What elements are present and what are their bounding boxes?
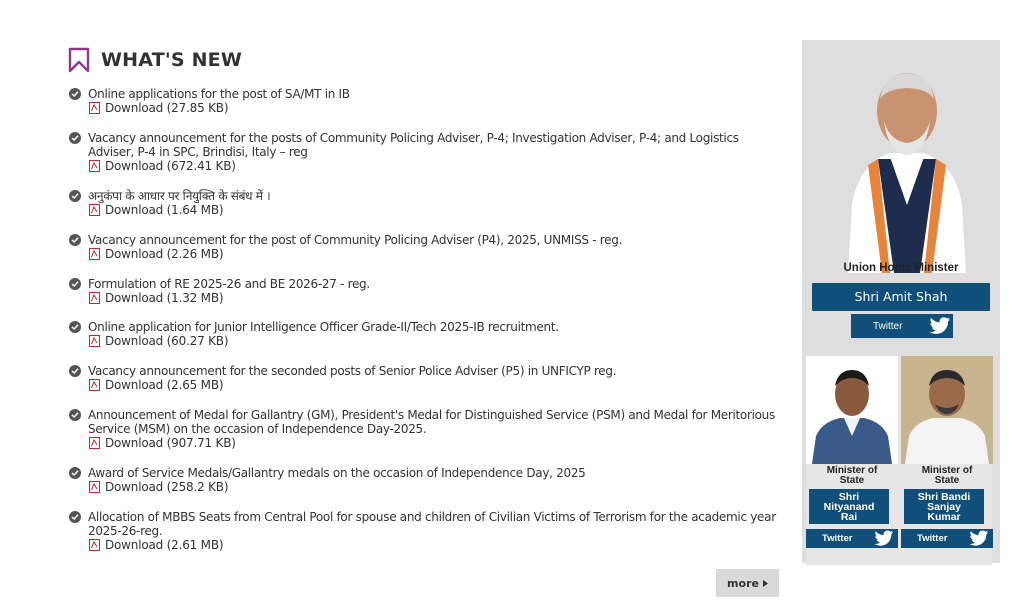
download-label: Download (1.64 MB) <box>105 203 224 217</box>
check-circle-icon <box>69 278 81 290</box>
minister-name[interactable]: Shri Bandi Sanjay Kumar <box>904 489 984 524</box>
news-item <box>68 510 780 552</box>
download-link[interactable] <box>89 101 780 115</box>
home-minister-role: Union Home Minister <box>843 262 959 274</box>
news-item <box>68 408 780 450</box>
download-label: Download (60.27 KB) <box>105 334 229 348</box>
download-label: Download (672.41 KB) <box>105 159 236 173</box>
news-link[interactable]: Vacancy announcement for the seconded posts of Senior Police Adviser (P5) in UNFICYP reg. <box>88 364 617 378</box>
news-item <box>68 466 780 494</box>
pdf-icon <box>89 248 100 260</box>
download-link[interactable] <box>89 159 780 173</box>
twitter-label: Twitter <box>873 320 903 332</box>
pdf-icon <box>89 292 100 304</box>
news-item <box>68 277 780 305</box>
news-link[interactable]: अनुकंपा के आधार पर नियुक्ति के संबंध में । <box>88 189 271 203</box>
twitter-label: Twitter <box>822 533 853 544</box>
whats-new-section <box>68 46 780 552</box>
check-circle-icon <box>69 132 81 144</box>
check-circle-icon <box>69 365 81 377</box>
minister-role: Minister of State <box>921 465 973 486</box>
twitter-bird-icon <box>874 530 894 547</box>
download-link[interactable] <box>89 480 780 494</box>
check-circle-icon <box>69 190 81 202</box>
twitter-bird-icon <box>969 530 989 547</box>
minister-photo <box>901 356 993 464</box>
download-link[interactable] <box>89 538 780 552</box>
news-link[interactable]: Allocation of MBBS Seats from Central Pool for spouse and children of Civilian Victims of Terrorism for the academic year 2025-26-reg. <box>88 510 776 538</box>
minister-twitter-button[interactable] <box>806 529 898 548</box>
minister-twitter-button[interactable] <box>901 529 993 548</box>
download-link[interactable] <box>89 378 780 392</box>
section-title: WHAT'S NEW <box>101 49 243 71</box>
minister-photo <box>806 356 898 464</box>
twitter-label: Twitter <box>917 533 948 544</box>
bookmark-icon <box>68 47 90 73</box>
download-link[interactable] <box>89 247 780 261</box>
check-circle-icon <box>69 88 81 100</box>
minister-name[interactable]: Shri Nityanand Rai <box>809 489 889 524</box>
download-label: Download (2.26 MB) <box>105 247 224 261</box>
news-item <box>68 131 780 173</box>
pdf-icon <box>89 160 100 172</box>
section-heading <box>68 46 780 74</box>
more-button[interactable] <box>716 569 779 597</box>
download-link[interactable] <box>89 334 780 348</box>
pdf-icon <box>89 379 100 391</box>
twitter-bird-icon <box>929 316 951 336</box>
news-item <box>68 233 780 261</box>
news-link[interactable]: Online application for Junior Intelligence Officer Grade-II/Tech 2025-IB recruitment. <box>88 320 559 334</box>
pdf-icon <box>89 335 100 347</box>
download-label: Download (1.32 MB) <box>105 291 224 305</box>
download-link[interactable] <box>89 291 780 305</box>
check-circle-icon <box>69 409 81 421</box>
check-circle-icon <box>69 511 81 523</box>
pdf-icon <box>89 539 100 551</box>
news-link[interactable]: Vacancy announcement for the posts of Community Policing Adviser, P-4; Investigation Adviser, P-4; and Logistics Adviser, P-4 in SPC, Brindisi, Italy – reg <box>88 131 739 159</box>
download-label: Download (27.85 KB) <box>105 101 229 115</box>
check-circle-icon <box>69 467 81 479</box>
ministers-sidebar <box>802 40 1000 563</box>
download-label: Download (2.65 MB) <box>105 378 224 392</box>
download-link[interactable] <box>89 203 780 217</box>
check-circle-icon <box>69 321 81 333</box>
home-minister-name[interactable]: Shri Amit Shah <box>812 283 990 311</box>
pdf-icon <box>89 102 100 114</box>
news-link[interactable]: Vacancy announcement for the post of Community Policing Adviser (P4), 2025, UNMISS - reg. <box>88 233 623 247</box>
pdf-icon <box>89 437 100 449</box>
minister-role: Minister of State <box>826 465 878 486</box>
news-link[interactable]: Announcement of Medal for Gallantry (GM), President's Medal for Distinguished Service (PSM) and Medal for Meritorious Service (MSM) on the occasion of Independence Day-2025. <box>88 408 775 436</box>
news-link[interactable]: Award of Service Medals/Gallantry medals on the occasion of Independence Day, 2025 <box>88 466 586 480</box>
download-label: Download (258.2 KB) <box>105 480 229 494</box>
news-item <box>68 364 780 392</box>
home-minister-twitter-button[interactable] <box>851 314 953 338</box>
caret-right-icon <box>763 580 768 587</box>
news-link[interactable]: Formulation of RE 2025-26 and BE 2026-27 - reg. <box>88 277 370 291</box>
ministers-of-state <box>806 356 992 565</box>
check-circle-icon <box>69 234 81 246</box>
download-label: Download (2.61 MB) <box>105 538 224 552</box>
download-label: Download (907.71 KB) <box>105 436 236 450</box>
news-item <box>68 87 780 115</box>
pdf-icon <box>89 481 100 493</box>
news-item <box>68 189 780 217</box>
news-link[interactable]: Online applications for the post of SA/MT in IB <box>88 87 350 101</box>
pdf-icon <box>89 204 100 216</box>
news-item <box>68 320 780 348</box>
more-label: more <box>727 576 759 590</box>
home-minister-photo <box>838 55 976 273</box>
download-link[interactable] <box>89 436 780 450</box>
